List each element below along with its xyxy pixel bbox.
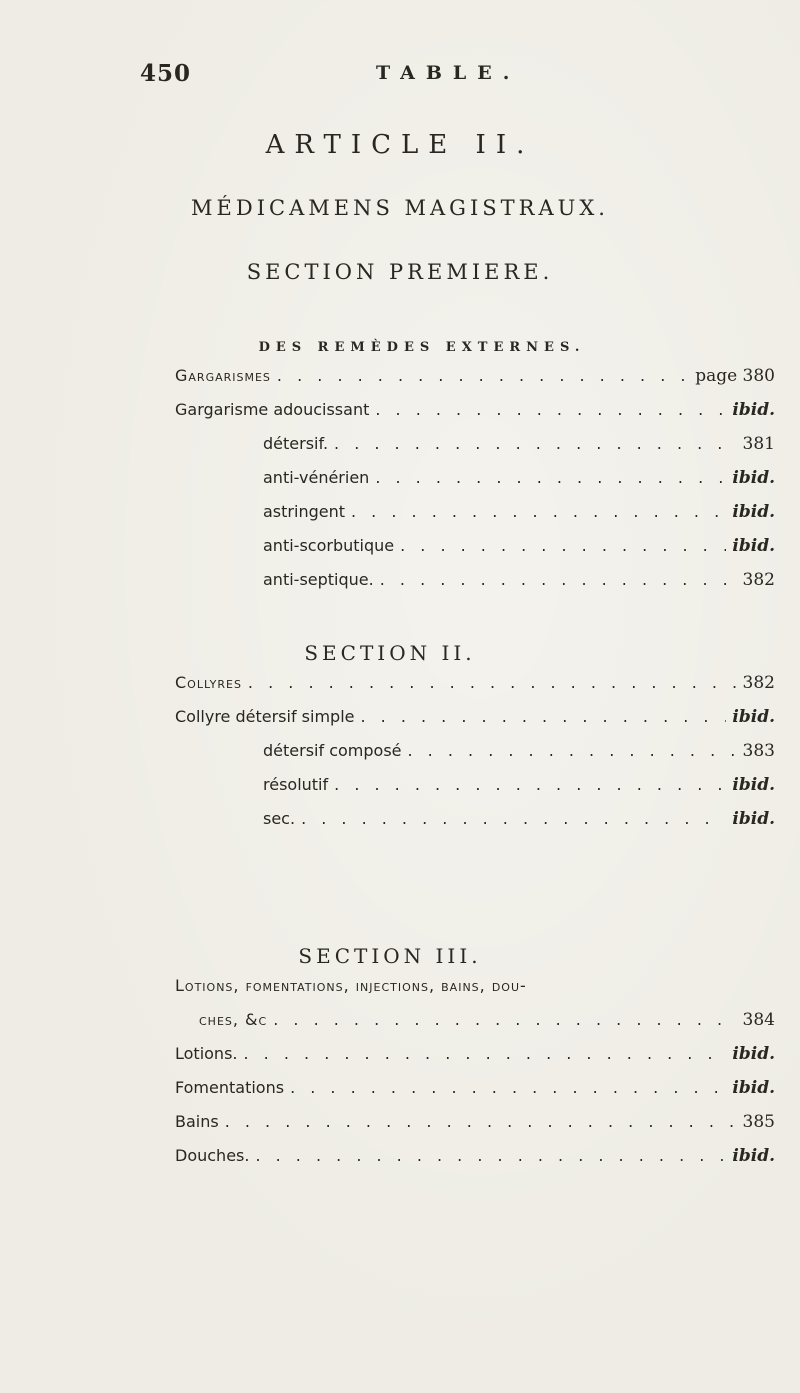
entry-page: ibid. [732, 707, 775, 727]
section-1-entries [175, 366, 775, 604]
section-3-heading: Lotions, fomentations, injections, bains, dou- [175, 976, 527, 995]
entry-page: ibid. [732, 400, 775, 420]
section-3-title: SECTION III. [298, 944, 482, 968]
article-title: ARTICLE II. [265, 130, 535, 160]
dot-leader [225, 1112, 737, 1131]
toc-entry [175, 741, 775, 775]
dot-leader [255, 1146, 726, 1165]
toc-entry [175, 502, 775, 536]
dot-leader [248, 673, 737, 692]
entry-page: ibid. [732, 1078, 775, 1098]
entry-label: Fomentations [175, 1078, 285, 1097]
entry-label: anti-scorbutique [263, 536, 395, 555]
entry-page: ibid. [732, 468, 775, 488]
entry-page: 382 [742, 673, 775, 693]
entry-page: ibid. [732, 1044, 775, 1064]
entry-page: ibid. [732, 502, 775, 522]
page-header [140, 60, 700, 94]
entry-page: 384 [742, 1010, 775, 1030]
toc-entry [175, 1146, 775, 1180]
dot-leader [351, 502, 726, 521]
dot-leader [334, 434, 737, 453]
entry-label: détersif composé [263, 741, 402, 760]
dot-leader [334, 775, 726, 794]
entry-page: ibid. [732, 809, 775, 829]
dot-leader [273, 1010, 736, 1029]
toc-entry [175, 400, 775, 434]
entry-page: 383 [742, 741, 775, 761]
entry-page: 382 [742, 570, 775, 590]
entry-label: Gargarisme adoucissant [175, 400, 370, 419]
toc-entry [175, 468, 775, 502]
toc-entry [175, 570, 775, 604]
entry-label: ches, &c [199, 1010, 268, 1029]
entry-page: 381 [742, 434, 775, 454]
toc-entry [175, 536, 775, 570]
entry-label: astringent [263, 502, 345, 521]
entry-label: sec. [263, 809, 296, 828]
toc-entry [175, 1112, 775, 1146]
section-3-entries [175, 976, 775, 1180]
toc-entry [175, 1044, 775, 1078]
entry-page: ibid. [732, 1146, 775, 1166]
dot-leader [244, 1044, 727, 1063]
toc-entry [175, 707, 775, 741]
entry-label: résolutif [263, 775, 329, 794]
dot-leader [277, 366, 689, 385]
entry-label: Gargarismes [175, 366, 271, 385]
section-2-entries [175, 673, 775, 843]
dot-leader [301, 809, 726, 828]
dot-leader [375, 400, 726, 419]
entry-label: détersif. [263, 434, 329, 453]
section-1-title: SECTION PREMIERE. [246, 260, 554, 284]
entry-label: anti-vénérien [263, 468, 370, 487]
running-title: TABLE. [376, 62, 521, 84]
dot-leader [375, 468, 726, 487]
toc-entry [175, 809, 775, 843]
toc-entry [175, 673, 775, 707]
entry-label: Collyre détersif simple [175, 707, 355, 726]
entry-label: Collyres [175, 673, 242, 692]
entry-label: anti-septique. [263, 570, 374, 589]
dot-leader [360, 707, 726, 726]
toc-entry [175, 1078, 775, 1112]
section-1-subtitle: DES REMÈDES EXTERNES. [258, 340, 586, 355]
entry-label: Douches. [175, 1146, 250, 1165]
entry-label: Bains [175, 1112, 219, 1131]
toc-entry [175, 434, 775, 468]
entry-page: ibid. [732, 775, 775, 795]
entry-page: page 380 [695, 366, 775, 386]
entry-label: Lotions. [175, 1044, 238, 1063]
section-2-title: SECTION II. [304, 641, 476, 665]
entry-page: 385 [742, 1112, 775, 1132]
dot-leader [400, 536, 726, 555]
main-title: MÉDICAMENS MAGISTRAUX. [191, 196, 609, 220]
dot-leader [380, 570, 737, 589]
entry-page: ibid. [732, 536, 775, 556]
dot-leader [408, 741, 737, 760]
dot-leader [290, 1078, 726, 1097]
page-number: 450 [140, 60, 192, 87]
toc-entry [175, 366, 775, 400]
toc-entry [175, 1010, 775, 1044]
toc-entry [175, 775, 775, 809]
